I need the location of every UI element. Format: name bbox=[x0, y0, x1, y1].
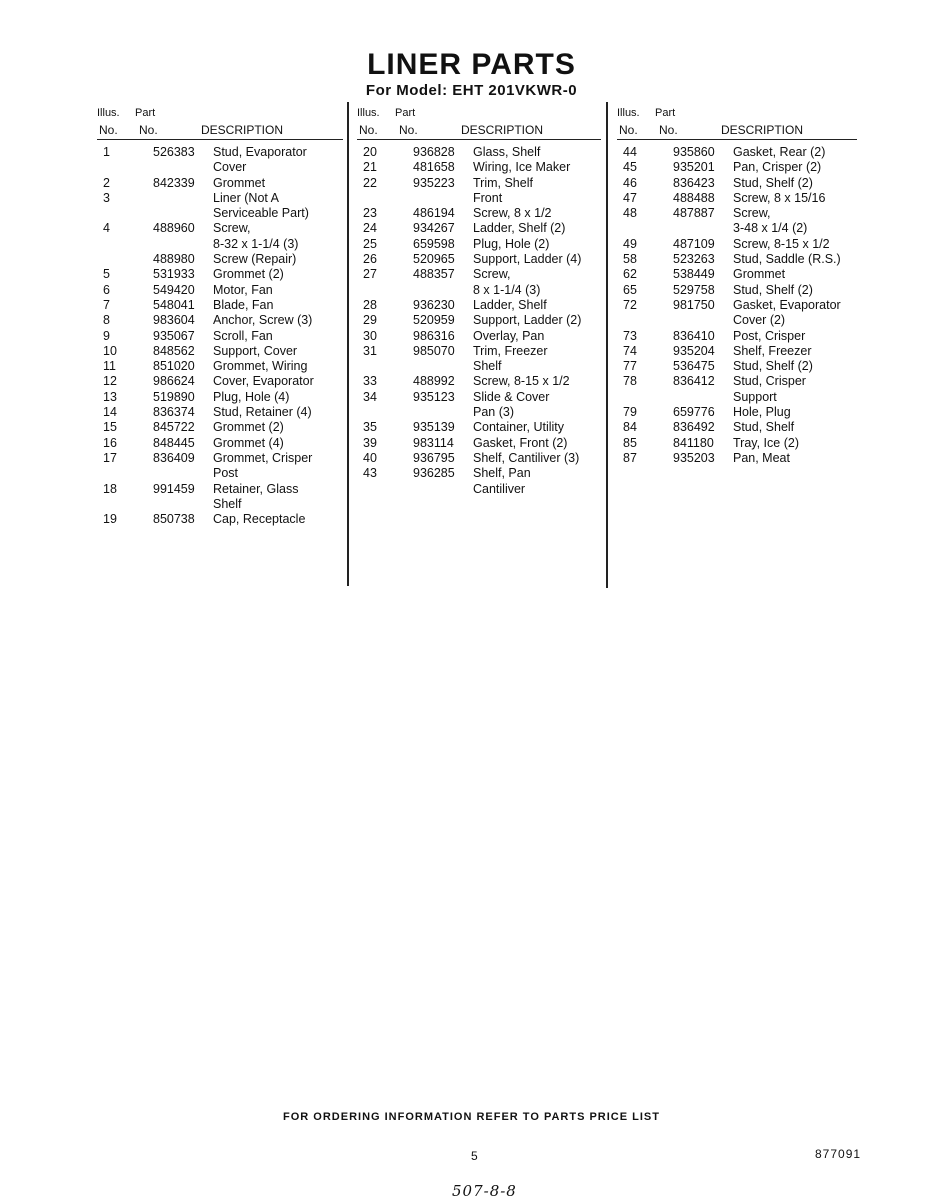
column-header bbox=[97, 104, 343, 138]
part-number: 935123 bbox=[413, 389, 455, 404]
part-number: 488357 bbox=[413, 267, 455, 282]
part-number: 836409 bbox=[153, 450, 195, 465]
part-number: 488960 bbox=[153, 221, 195, 236]
part-row bbox=[617, 191, 857, 206]
parts-list bbox=[617, 140, 857, 466]
illus-number: 87 bbox=[623, 450, 637, 465]
part-number: 487887 bbox=[673, 206, 715, 221]
part-row bbox=[357, 206, 601, 221]
part-row bbox=[97, 176, 343, 191]
illus-number: 15 bbox=[103, 420, 117, 435]
part-number: 488488 bbox=[673, 190, 715, 205]
part-number: 986624 bbox=[153, 374, 195, 389]
part-number: 531933 bbox=[153, 267, 195, 282]
illus-number: 3 bbox=[103, 190, 110, 205]
part-number: 836374 bbox=[153, 405, 195, 420]
part-row bbox=[617, 298, 857, 329]
illus-number: 2 bbox=[103, 175, 110, 190]
part-number: 981750 bbox=[673, 297, 715, 312]
part-number: 935139 bbox=[413, 420, 455, 435]
part-number: 936285 bbox=[413, 466, 455, 481]
header-description-label: DESCRIPTION bbox=[461, 123, 544, 137]
column-divider bbox=[606, 102, 608, 588]
illus-number: 49 bbox=[623, 236, 637, 251]
illus-number: 43 bbox=[363, 466, 377, 481]
part-number: 526383 bbox=[153, 145, 195, 159]
part-description: Gasket, Evaporator Cover (2) bbox=[733, 297, 841, 328]
illus-number: 26 bbox=[363, 252, 377, 267]
part-row bbox=[97, 252, 343, 267]
illus-number: 31 bbox=[363, 343, 377, 358]
part-row bbox=[97, 283, 343, 298]
part-row bbox=[97, 329, 343, 344]
part-number: 935204 bbox=[673, 343, 715, 358]
part-row bbox=[97, 390, 343, 405]
part-number: 659776 bbox=[673, 405, 715, 420]
part-row bbox=[357, 221, 601, 236]
part-row bbox=[357, 466, 601, 497]
parts-column-2 bbox=[357, 104, 601, 497]
illus-number: 25 bbox=[363, 236, 377, 251]
part-row bbox=[357, 451, 601, 466]
part-description: Screw, 8-15 x 1/2 bbox=[733, 236, 830, 251]
part-number: 538449 bbox=[673, 267, 715, 282]
part-row bbox=[357, 436, 601, 451]
illus-number: 78 bbox=[623, 374, 637, 389]
part-description: Plug, Hole (4) bbox=[213, 389, 290, 404]
part-description: Trim, Shelf Front bbox=[473, 175, 533, 205]
part-description: Blade, Fan bbox=[213, 297, 274, 312]
part-description: Gasket, Rear (2) bbox=[733, 145, 826, 159]
part-row bbox=[357, 344, 601, 375]
part-number: 529758 bbox=[673, 282, 715, 297]
header-illus-label: Illus. bbox=[617, 107, 640, 119]
illus-number: 58 bbox=[623, 252, 637, 267]
part-number: 935201 bbox=[673, 160, 715, 175]
parts-column-1 bbox=[97, 104, 343, 527]
part-description: Pan, Meat bbox=[733, 450, 790, 465]
part-row bbox=[617, 206, 857, 237]
part-number: 848445 bbox=[153, 435, 195, 450]
header-part-label: Part bbox=[135, 107, 156, 119]
part-description: Cap, Receptacle bbox=[213, 512, 306, 527]
illus-number bbox=[97, 252, 153, 267]
illus-number: 19 bbox=[103, 512, 117, 527]
part-number: 488980 bbox=[153, 252, 195, 267]
part-row bbox=[97, 145, 343, 176]
part-number: 935860 bbox=[673, 145, 715, 159]
illus-number: 27 bbox=[363, 267, 377, 282]
part-number: 836423 bbox=[673, 175, 715, 190]
part-row bbox=[357, 145, 601, 160]
part-number: 936795 bbox=[413, 450, 455, 465]
part-number: 985070 bbox=[413, 343, 455, 358]
illus-number: 9 bbox=[103, 328, 110, 343]
header-part-no-label: No. bbox=[399, 123, 418, 137]
illus-number: 84 bbox=[623, 420, 637, 435]
part-description: Overlay, Pan bbox=[473, 328, 545, 343]
illus-number: 18 bbox=[103, 481, 117, 496]
part-description: Shelf, Freezer bbox=[733, 343, 812, 358]
part-row bbox=[97, 298, 343, 313]
part-description: Scroll, Fan bbox=[213, 328, 273, 343]
part-description: Support, Cover bbox=[213, 343, 298, 358]
document-code: 877091 bbox=[815, 1147, 862, 1161]
part-row bbox=[617, 420, 857, 435]
column-divider bbox=[347, 102, 349, 586]
part-description: Shelf, Pan Cantiliver bbox=[473, 466, 531, 496]
header-illus-no-label: No. bbox=[99, 123, 118, 137]
illus-number: 65 bbox=[623, 282, 637, 297]
illus-number: 4 bbox=[103, 221, 110, 236]
illus-number: 33 bbox=[363, 374, 377, 389]
part-row bbox=[357, 176, 601, 207]
part-number: 488992 bbox=[413, 374, 455, 389]
part-description: Grommet, Wiring bbox=[213, 359, 308, 374]
illus-number: 45 bbox=[623, 160, 637, 175]
part-number: 659598 bbox=[413, 236, 455, 251]
part-number: 836492 bbox=[673, 420, 715, 435]
part-description: Post, Crisper bbox=[733, 328, 806, 343]
part-row bbox=[617, 237, 857, 252]
part-number: 850738 bbox=[153, 512, 195, 527]
part-description: Gasket, Front (2) bbox=[473, 435, 568, 450]
part-description: Screw, 3-48 x 1/4 (2) bbox=[733, 206, 808, 236]
part-row bbox=[357, 160, 601, 175]
illus-number: 13 bbox=[103, 389, 117, 404]
illus-number: 16 bbox=[103, 435, 117, 450]
part-number: 523263 bbox=[673, 252, 715, 267]
illus-number: 20 bbox=[363, 145, 377, 159]
part-row bbox=[97, 191, 343, 222]
part-row bbox=[357, 267, 601, 298]
part-description: Liner (Not A Serviceable Part) bbox=[213, 190, 309, 221]
part-row bbox=[617, 359, 857, 374]
part-description: Hole, Plug bbox=[733, 405, 791, 420]
illus-number: 40 bbox=[363, 450, 377, 465]
header-illus-label: Illus. bbox=[97, 107, 120, 119]
part-description: Tray, Ice (2) bbox=[733, 435, 799, 450]
part-number: 520965 bbox=[413, 252, 455, 267]
illus-number: 5 bbox=[103, 267, 110, 282]
illus-number: 72 bbox=[623, 297, 637, 312]
part-description: Grommet bbox=[733, 267, 786, 282]
part-row bbox=[97, 451, 343, 482]
part-number: 520959 bbox=[413, 313, 455, 328]
part-row bbox=[357, 237, 601, 252]
part-description: Stud, Shelf bbox=[733, 420, 795, 435]
part-row bbox=[357, 313, 601, 328]
part-row bbox=[357, 252, 601, 267]
illus-number: 85 bbox=[623, 435, 637, 450]
part-row bbox=[617, 176, 857, 191]
part-row bbox=[357, 298, 601, 313]
part-number: 486194 bbox=[413, 206, 455, 221]
part-row bbox=[357, 390, 601, 421]
part-description: Grommet (2) bbox=[213, 267, 284, 282]
page-number: 5 bbox=[471, 1149, 478, 1163]
part-number: 848562 bbox=[153, 343, 195, 358]
illus-number: 23 bbox=[363, 206, 377, 221]
part-number: 548041 bbox=[153, 297, 195, 312]
part-number: 549420 bbox=[153, 282, 195, 297]
part-description: Pan, Crisper (2) bbox=[733, 160, 822, 175]
header-part-label: Part bbox=[655, 107, 676, 119]
illus-number: 17 bbox=[103, 450, 117, 465]
illus-number: 21 bbox=[363, 160, 377, 175]
column-header bbox=[357, 104, 601, 138]
part-description: Slide & Cover Pan (3) bbox=[473, 389, 550, 420]
page-title: LINER PARTS bbox=[367, 48, 576, 81]
parts-list bbox=[97, 140, 343, 527]
part-row bbox=[357, 329, 601, 344]
part-number: 936230 bbox=[413, 297, 455, 312]
part-description: Stud, Retainer (4) bbox=[213, 405, 312, 420]
part-row bbox=[617, 405, 857, 420]
header-illus-no-label: No. bbox=[619, 123, 638, 137]
parts-list bbox=[357, 140, 601, 497]
illus-number: 44 bbox=[623, 145, 637, 159]
part-row bbox=[617, 252, 857, 267]
header-illus-label: Illus. bbox=[357, 107, 380, 119]
part-description: Shelf, Cantiliver (3) bbox=[473, 450, 580, 465]
illus-number: 39 bbox=[363, 435, 377, 450]
part-number: 851020 bbox=[153, 359, 195, 374]
part-description: Ladder, Shelf (2) bbox=[473, 221, 566, 236]
illus-number: 12 bbox=[103, 374, 117, 389]
part-number: 519890 bbox=[153, 389, 195, 404]
illus-number: 22 bbox=[363, 175, 377, 190]
illus-number: 35 bbox=[363, 420, 377, 435]
part-row bbox=[97, 420, 343, 435]
illus-number: 10 bbox=[103, 343, 117, 358]
part-description: Plug, Hole (2) bbox=[473, 236, 550, 251]
part-row bbox=[617, 344, 857, 359]
part-description: Wiring, Ice Maker bbox=[473, 160, 571, 175]
illus-number: 29 bbox=[363, 313, 377, 328]
part-number: 841180 bbox=[673, 435, 714, 450]
part-description: Screw (Repair) bbox=[213, 252, 297, 267]
part-description: Grommet, Crisper Post bbox=[213, 450, 313, 481]
part-row bbox=[97, 436, 343, 451]
part-row bbox=[97, 512, 343, 527]
part-number: 845722 bbox=[153, 420, 195, 435]
illus-number: 74 bbox=[623, 343, 637, 358]
part-description: Stud, Shelf (2) bbox=[733, 175, 813, 190]
part-description: Grommet bbox=[213, 175, 266, 190]
part-number: 935203 bbox=[673, 450, 715, 465]
part-row bbox=[97, 359, 343, 374]
part-description: Grommet (4) bbox=[213, 435, 284, 450]
part-description: Stud, Saddle (R.S.) bbox=[733, 252, 841, 267]
part-number: 934267 bbox=[413, 221, 455, 236]
part-description: Screw, 8 x 15/16 bbox=[733, 190, 826, 205]
part-number: 836410 bbox=[673, 328, 715, 343]
part-description: Screw, 8-15 x 1/2 bbox=[473, 374, 570, 389]
illus-number: 62 bbox=[623, 267, 637, 282]
part-number: 983604 bbox=[153, 313, 195, 328]
illus-number: 6 bbox=[103, 282, 110, 297]
part-description: Support, Ladder (4) bbox=[473, 252, 582, 267]
part-number bbox=[153, 191, 213, 222]
part-number: 481658 bbox=[413, 160, 455, 175]
model-subtitle: For Model: EHT 201VKWR-0 bbox=[365, 82, 578, 99]
header-part-label: Part bbox=[395, 107, 416, 119]
part-row bbox=[617, 451, 857, 466]
part-row bbox=[97, 374, 343, 389]
part-description: Stud, Shelf (2) bbox=[733, 282, 813, 297]
part-row bbox=[617, 145, 857, 160]
part-row bbox=[617, 374, 857, 405]
part-number: 836412 bbox=[673, 374, 715, 389]
header-description-label: DESCRIPTION bbox=[201, 123, 284, 137]
part-description: Stud, Evaporator Cover bbox=[213, 145, 307, 175]
part-number: 991459 bbox=[153, 481, 195, 496]
part-description: Support, Ladder (2) bbox=[473, 313, 582, 328]
part-row bbox=[357, 374, 601, 389]
part-number: 986316 bbox=[413, 328, 455, 343]
part-description: Stud, Crisper Support bbox=[733, 374, 806, 404]
part-row bbox=[97, 221, 343, 252]
handwritten-note: 507-8-8 bbox=[452, 1182, 517, 1200]
part-number: 935223 bbox=[413, 175, 455, 190]
illus-number: 47 bbox=[623, 190, 637, 205]
illus-number: 24 bbox=[363, 221, 377, 236]
part-row bbox=[617, 436, 857, 451]
illus-number: 28 bbox=[363, 297, 377, 312]
part-description: Motor, Fan bbox=[213, 282, 273, 297]
header-part-no-label: No. bbox=[659, 123, 678, 137]
illus-number: 8 bbox=[103, 313, 110, 328]
part-row bbox=[97, 267, 343, 282]
illus-number: 11 bbox=[103, 359, 116, 374]
illus-number: 7 bbox=[103, 297, 110, 312]
header-description-label: DESCRIPTION bbox=[721, 123, 804, 137]
part-row bbox=[97, 344, 343, 359]
illus-number: 14 bbox=[103, 405, 117, 420]
illus-number: 1 bbox=[103, 145, 110, 159]
header-part-no-label: No. bbox=[139, 123, 158, 137]
part-description: Retainer, Glass Shelf bbox=[213, 481, 299, 511]
part-description: Glass, Shelf bbox=[473, 145, 541, 159]
illus-number: 34 bbox=[363, 389, 377, 404]
illus-number: 48 bbox=[623, 206, 637, 221]
part-description: Screw, 8 x 1/2 bbox=[473, 206, 552, 221]
illus-number: 30 bbox=[363, 328, 377, 343]
part-row bbox=[97, 313, 343, 328]
part-row bbox=[617, 160, 857, 175]
part-number: 536475 bbox=[673, 359, 715, 374]
part-row bbox=[97, 405, 343, 420]
part-row bbox=[97, 482, 343, 513]
part-description: Cover, Evaporator bbox=[213, 374, 314, 389]
part-row bbox=[617, 283, 857, 298]
part-row bbox=[357, 420, 601, 435]
illus-number: 73 bbox=[623, 328, 637, 343]
ordering-note: FOR ORDERING INFORMATION REFER TO PARTS PRICE LIST bbox=[283, 1111, 660, 1123]
part-number: 983114 bbox=[413, 435, 454, 450]
part-description: Screw, 8-32 x 1-1/4 (3) bbox=[213, 221, 299, 251]
part-number: 842339 bbox=[153, 175, 195, 190]
part-description: Ladder, Shelf bbox=[473, 297, 547, 312]
part-description: Container, Utility bbox=[473, 420, 565, 435]
part-description: Anchor, Screw (3) bbox=[213, 313, 313, 328]
part-row bbox=[617, 267, 857, 282]
part-description: Stud, Shelf (2) bbox=[733, 359, 813, 374]
header-illus-no-label: No. bbox=[359, 123, 378, 137]
part-number: 487109 bbox=[673, 236, 715, 251]
illus-number: 77 bbox=[623, 359, 637, 374]
part-description: Grommet (2) bbox=[213, 420, 284, 435]
part-number: 936828 bbox=[413, 145, 455, 159]
illus-number: 79 bbox=[623, 405, 637, 420]
illus-number: 46 bbox=[623, 175, 637, 190]
column-header bbox=[617, 104, 857, 138]
parts-column-3 bbox=[617, 104, 857, 466]
part-row bbox=[617, 329, 857, 344]
part-description: Trim, Freezer Shelf bbox=[473, 343, 548, 374]
part-description: Screw, 8 x 1-1/4 (3) bbox=[473, 267, 541, 297]
part-number: 935067 bbox=[153, 328, 195, 343]
